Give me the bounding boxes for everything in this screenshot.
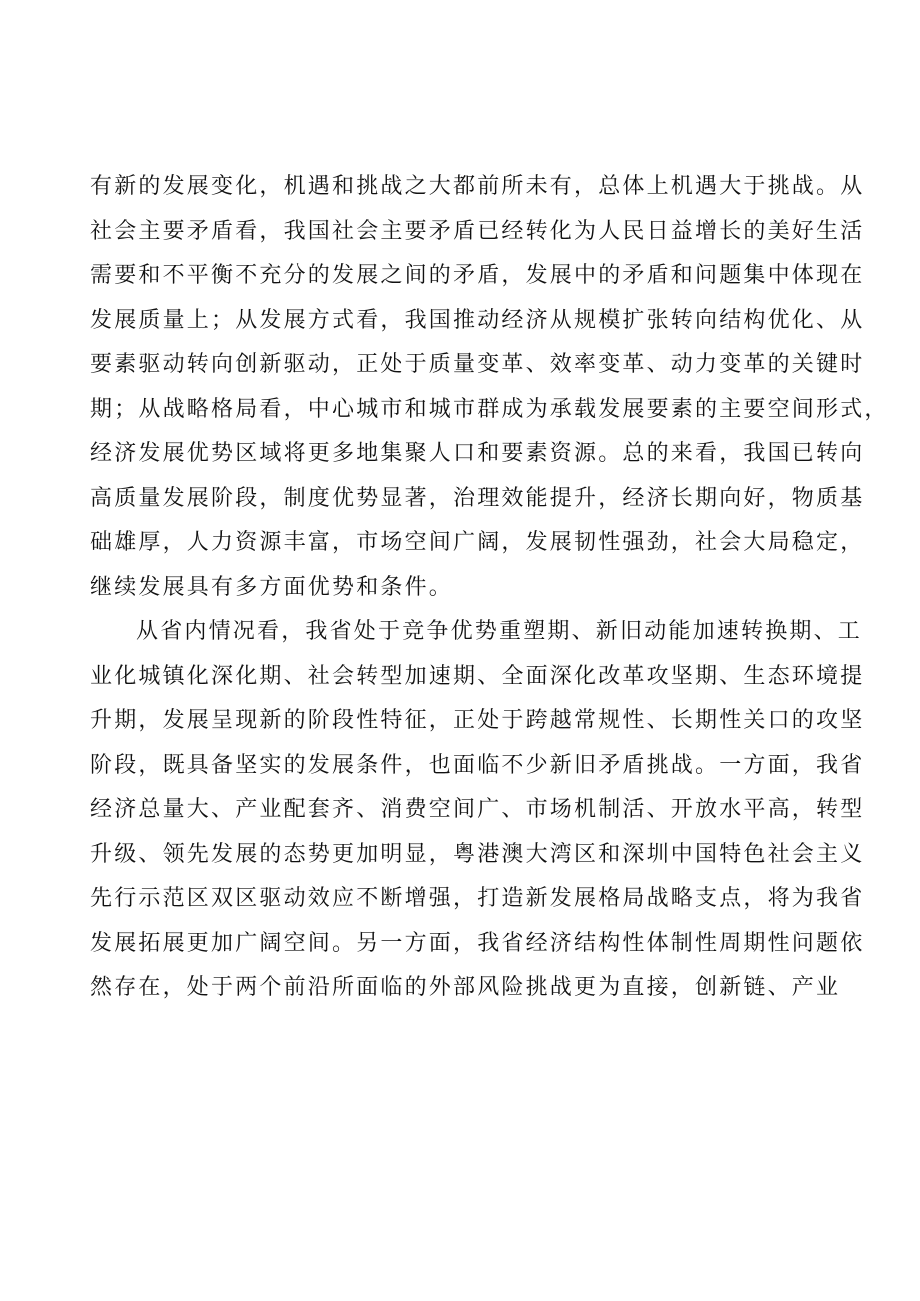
document-body [90, 165, 889, 1011]
paragraph-line: 升期，发展呈现新的阶段性特征，正处于跨越常规性、长期性关口的攻坚 [90, 708, 865, 733]
paragraph-line: 高质量发展阶段，制度优势显著，治理效能提升，经济长期向好，物质基 [90, 485, 865, 511]
paragraph-line: 阶段，既具备坚实的发展条件，也面临不少新旧矛盾挑战。一方面，我省 [90, 752, 865, 778]
paragraph-line: 期；从战略格局看，中心城市和城市群成为承载发展要素的主要空间形式， [90, 396, 889, 422]
paragraph-line: 继续发展具有多方面优势和条件。 [90, 574, 454, 600]
paragraph-line: 先行示范区双区驱动效应不断增强，打造新发展格局战略支点，将为我省 [90, 886, 865, 911]
paragraph-line: 需要和不平衡不充分的发展之间的矛盾，发展中的矛盾和问题集中体现在 [90, 263, 865, 288]
paragraph-line: 从省内情况看，我省处于竞争优势重塑期、新旧动能加速转换期、工 [136, 619, 863, 644]
paragraph-line: 然存在，处于两个前沿所面临的外部风险挑战更为直接，创新链、产业 [90, 975, 841, 1000]
paragraph-line: 社会主要矛盾看，我国社会主要矛盾已经转化为人民日益增长的美好生活 [90, 218, 865, 244]
paragraph-line: 础雄厚，人力资源丰富，市场空间广阔，发展韧性强劲，社会大局稳定， [90, 530, 865, 555]
paragraph-line: 经济总量大、产业配套齐、消费空间广、市场机制活、开放水平高，转型 [90, 797, 865, 822]
paragraph-line: 经济发展优势区域将更多地集聚人口和要素资源。总的来看，我国已转向 [90, 441, 865, 466]
paragraph-line: 业化城镇化深化期、社会转型加速期、全面深化改革攻坚期、生态环境提 [90, 663, 865, 689]
paragraph-line: 升级、领先发展的态势更加明显，粤港澳大湾区和深圳中国特色社会主义 [90, 841, 865, 867]
paragraph-line: 有新的发展变化，机遇和挑战之大都前所未有，总体上机遇大于挑战。从 [90, 174, 865, 199]
paragraph-line: 发展质量上；从发展方式看，我国推动经济从规模扩张转向结构优化、从 [90, 307, 865, 333]
paragraph-line: 发展拓展更加广阔空间。另一方面，我省经济结构性体制性周期性问题依 [90, 930, 865, 956]
paragraph-2 [90, 610, 865, 1011]
paragraph-line: 要素驱动转向创新驱动，正处于质量变革、效率变革、动力变革的关键时 [90, 352, 865, 377]
paragraph-1 [90, 165, 889, 610]
